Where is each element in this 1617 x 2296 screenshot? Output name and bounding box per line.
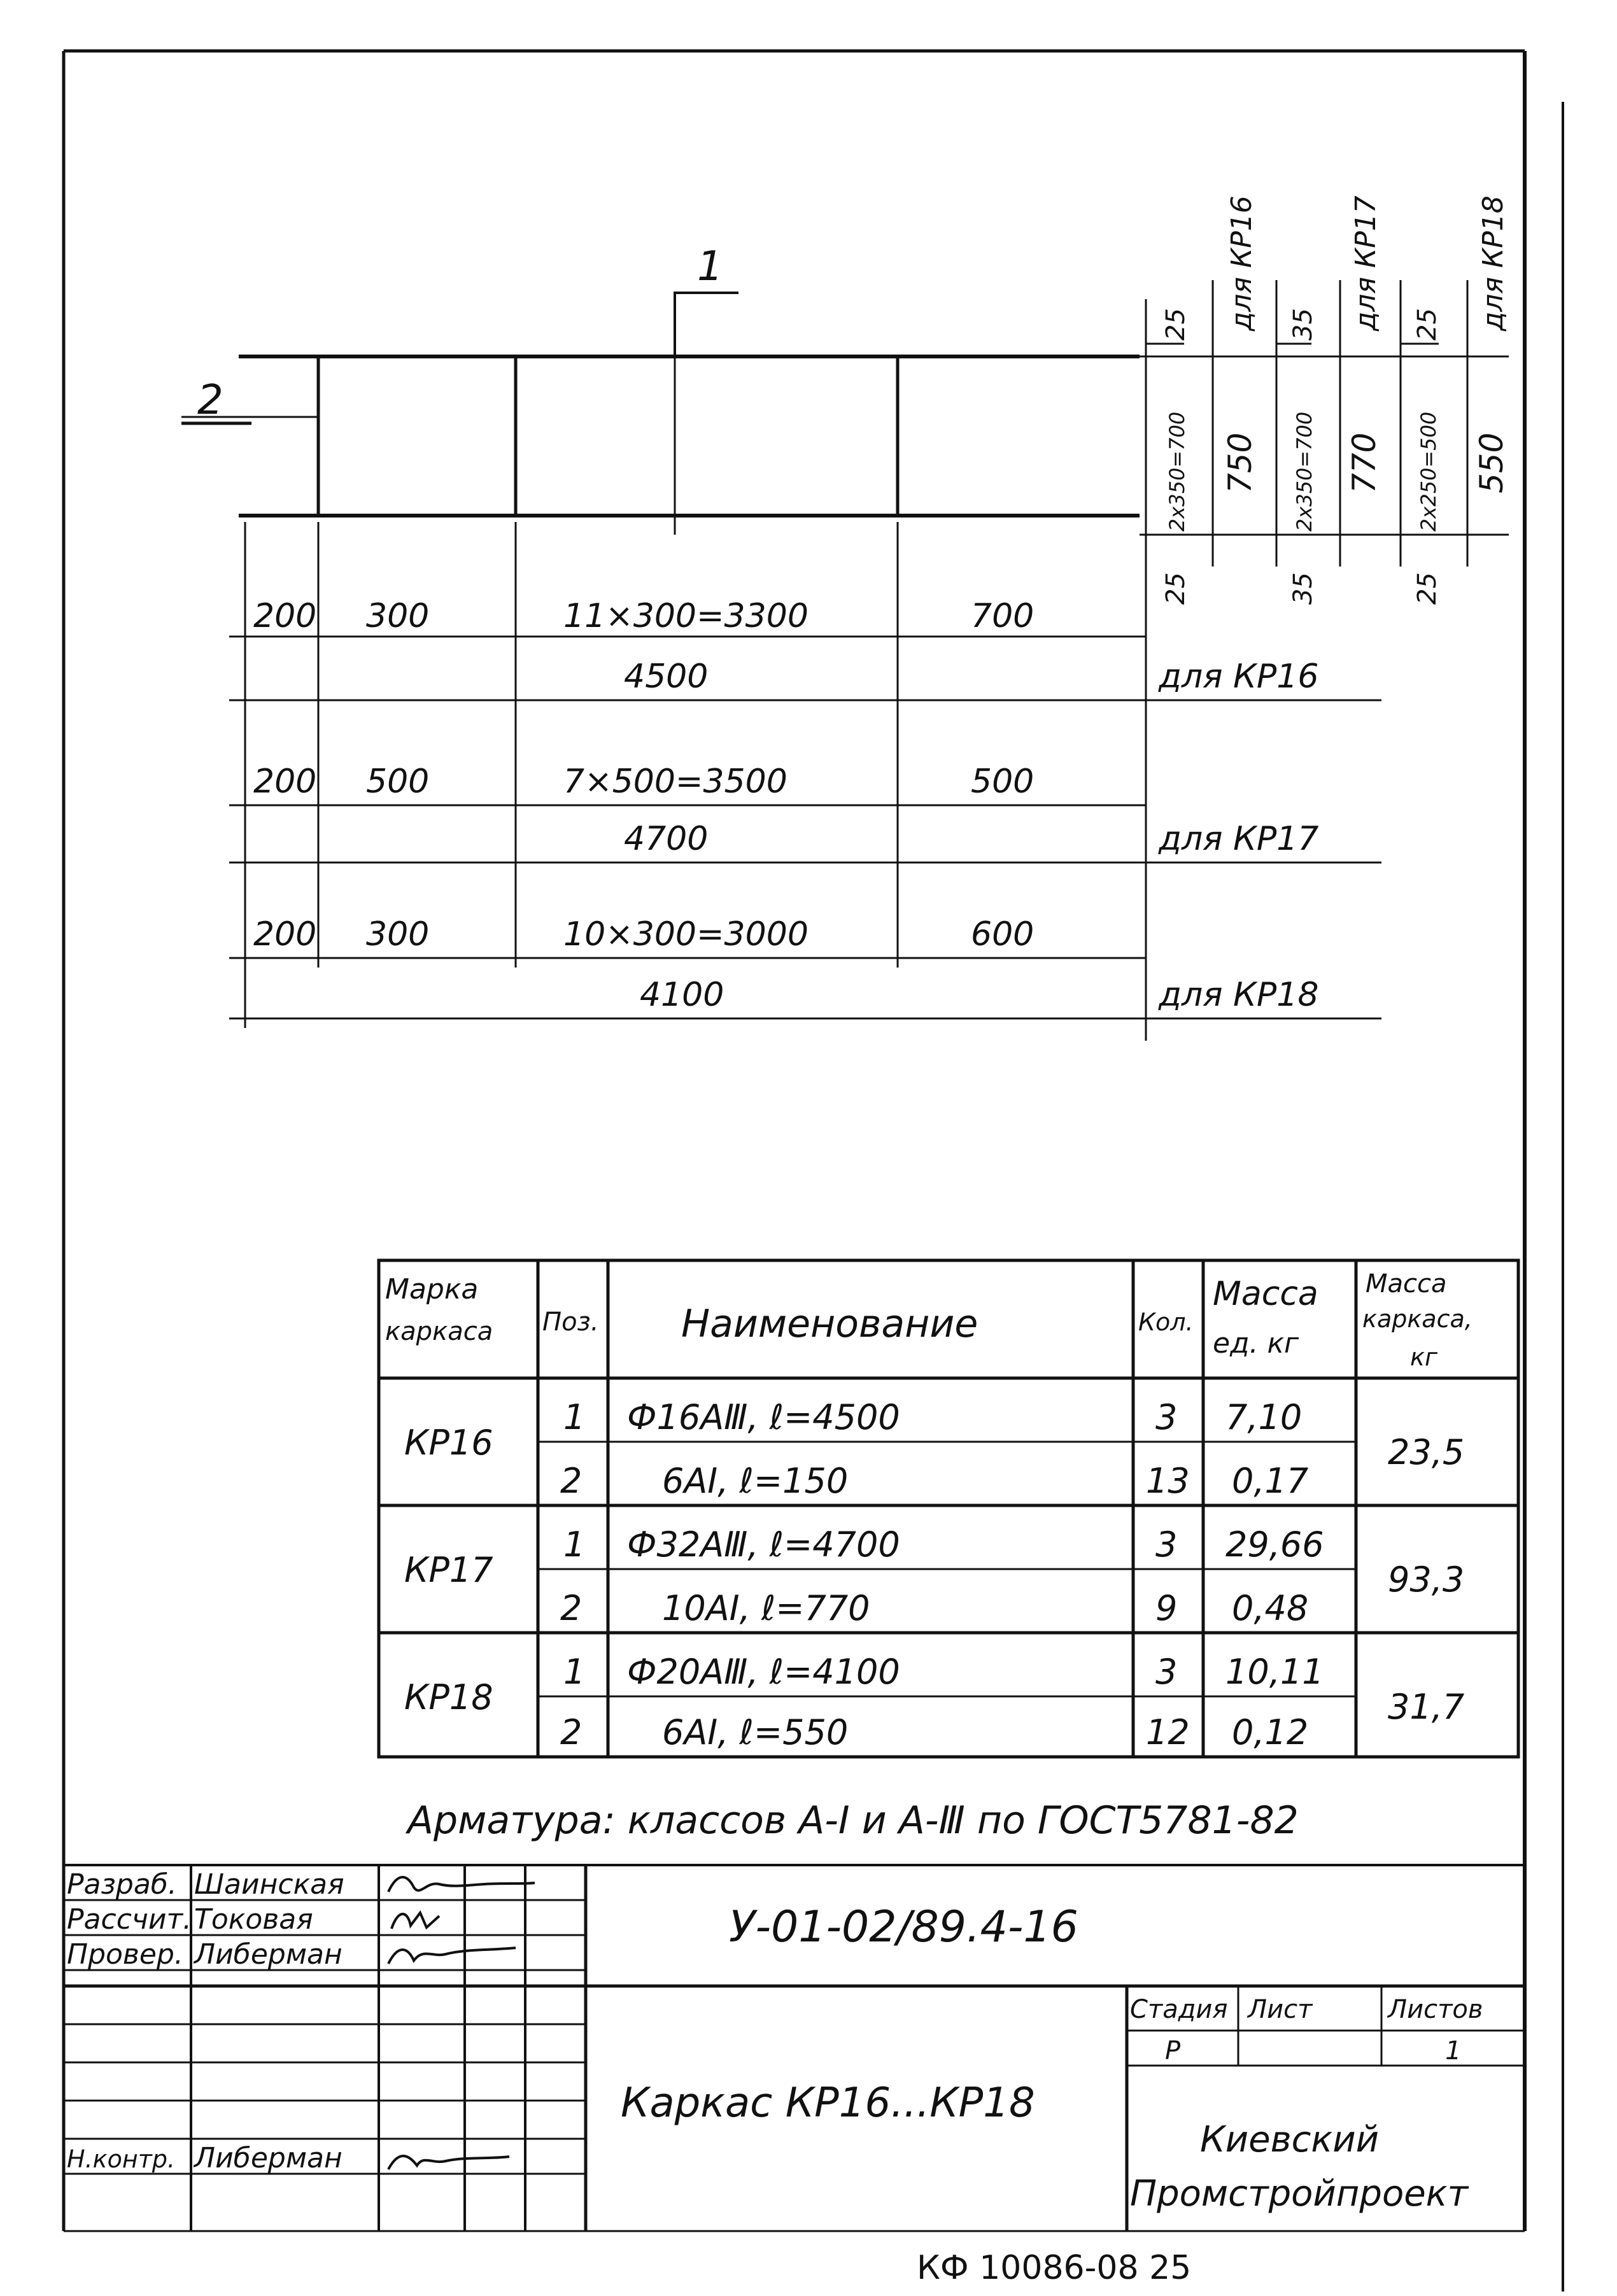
group-frame-mass: 23,5 bbox=[1388, 1432, 1465, 1472]
row-qty: 3 bbox=[1155, 1652, 1178, 1692]
group-frame-mass: 93,3 bbox=[1388, 1560, 1465, 1600]
signature bbox=[388, 1948, 516, 1964]
spec-group-kp17 bbox=[404, 1525, 1464, 1628]
sheets-value: 1 bbox=[1445, 2036, 1462, 2066]
dim-kp18-label: для КР18 bbox=[1477, 195, 1509, 331]
sheet-label: Лист bbox=[1248, 1995, 1313, 2024]
dim-seg: 700 bbox=[971, 597, 1034, 635]
spec-note: Арматура: классов А-Ⅰ и А-Ⅲ по ГОСТ5781-82 bbox=[407, 1798, 1299, 1843]
header-name: Наименование bbox=[681, 1302, 978, 1346]
header-mass-frame-3: кг bbox=[1410, 1343, 1437, 1371]
dim-row-kp18 bbox=[253, 915, 1318, 1014]
header-mark-1: Марка bbox=[385, 1273, 479, 1306]
dim-kp18-top: 25 bbox=[1413, 308, 1442, 341]
footer-archive-number: КФ 10086-08 25 bbox=[917, 2249, 1192, 2287]
dim-seg: 10×300=3000 bbox=[563, 915, 808, 954]
dim-seg: 7×500=3500 bbox=[563, 763, 787, 801]
row-mass: 29,66 bbox=[1225, 1525, 1324, 1565]
dim-kp17-top: 35 bbox=[1289, 308, 1318, 341]
position-mark: 2 bbox=[197, 377, 223, 424]
dim-seg: 500 bbox=[971, 763, 1034, 801]
stage-value: Р bbox=[1165, 2036, 1181, 2066]
role-label: Н.контр. bbox=[67, 2145, 176, 2173]
signature bbox=[388, 2156, 509, 2169]
row-qty: 3 bbox=[1155, 1397, 1178, 1437]
dim-seg: 200 bbox=[253, 597, 317, 635]
dim-seg: 200 bbox=[253, 763, 317, 801]
row-mass: 10,11 bbox=[1225, 1652, 1324, 1692]
dim-seg: 11×300=3300 bbox=[563, 597, 808, 635]
dim-kp16-spacing: 2x350=700 bbox=[1165, 411, 1189, 532]
row-name: Ф16АⅢ, ℓ=4500 bbox=[627, 1397, 900, 1437]
row-name: Ф20АⅢ, ℓ=4100 bbox=[627, 1652, 900, 1692]
dim-kp16-bottom: 25 bbox=[1161, 572, 1190, 605]
dim-kp18-bottom: 25 bbox=[1413, 572, 1442, 605]
dim-total: 4700 bbox=[624, 820, 709, 858]
row-qty: 12 bbox=[1146, 1712, 1190, 1752]
dim-kp16-total: 750 bbox=[1222, 432, 1259, 493]
row-name: 6АⅠ, ℓ=150 bbox=[662, 1461, 849, 1501]
row-qty: 9 bbox=[1155, 1588, 1178, 1628]
section-leader bbox=[675, 293, 738, 356]
row-mass: 0,48 bbox=[1232, 1588, 1309, 1628]
role-name: Токовая bbox=[194, 1903, 313, 1936]
org-name-2: Промстройпроект bbox=[1130, 2173, 1469, 2215]
title-block-roles bbox=[67, 1868, 344, 2174]
row-name: 6АⅠ, ℓ=550 bbox=[662, 1712, 849, 1752]
dim-total: 4500 bbox=[624, 658, 709, 696]
dim-seg: 200 bbox=[253, 915, 317, 954]
doc-code: У-01-02/89.4-16 bbox=[729, 1902, 1078, 1952]
stage-label: Стадия bbox=[1130, 1995, 1228, 2024]
row-mass: 7,10 bbox=[1225, 1397, 1303, 1437]
signature bbox=[392, 1913, 439, 1929]
row-pos: 2 bbox=[560, 1461, 583, 1501]
group-frame-mass: 31,7 bbox=[1388, 1687, 1465, 1727]
frame-elevation bbox=[181, 293, 1140, 535]
role-label: Провер. bbox=[67, 1938, 183, 1971]
dim-seg: 300 bbox=[366, 915, 430, 954]
dim-row-kp16 bbox=[253, 597, 1318, 696]
row-pos: 1 bbox=[563, 1525, 586, 1565]
group-mark: КР16 bbox=[404, 1423, 493, 1463]
role-name: Либерман bbox=[194, 2142, 342, 2174]
dim-label: для КР17 bbox=[1159, 820, 1319, 858]
dim-seg: 300 bbox=[366, 597, 430, 635]
dim-kp17-bottom: 35 bbox=[1289, 572, 1318, 605]
dim-kp16-label: для КР16 bbox=[1225, 195, 1258, 331]
header-mark-2: каркаса bbox=[385, 1317, 493, 1346]
dim-kp18-total: 550 bbox=[1473, 432, 1510, 493]
row-qty: 13 bbox=[1146, 1461, 1190, 1501]
row-name: Ф32АⅢ, ℓ=4700 bbox=[627, 1525, 900, 1565]
drawing-title: Каркас КР16...КР18 bbox=[621, 2080, 1035, 2127]
row-mass: 0,12 bbox=[1232, 1712, 1309, 1752]
role-name: Либерман bbox=[194, 1938, 342, 1971]
row-pos: 2 bbox=[560, 1712, 583, 1752]
dim-total: 4100 bbox=[640, 976, 724, 1014]
header-pos: Поз. bbox=[542, 1307, 599, 1337]
spec-group-kp18 bbox=[404, 1652, 1464, 1752]
header-qty: Кол. bbox=[1138, 1308, 1194, 1336]
dim-kp17-total: 770 bbox=[1346, 432, 1383, 493]
row-pos: 1 bbox=[563, 1397, 586, 1437]
spec-group-kp16 bbox=[404, 1397, 1464, 1501]
dim-kp16-top: 25 bbox=[1161, 308, 1190, 341]
org-name-1: Киевский bbox=[1200, 2119, 1380, 2160]
header-mass-unit-2: ед. кг bbox=[1213, 1327, 1299, 1360]
signature bbox=[388, 1877, 535, 1892]
dim-row-kp17 bbox=[253, 763, 1318, 858]
group-mark: КР17 bbox=[404, 1550, 493, 1590]
role-name: Шаинская bbox=[194, 1868, 344, 1901]
dim-kp17-spacing: 2x350=700 bbox=[1292, 411, 1317, 532]
group-mark: КР18 bbox=[404, 1677, 493, 1717]
role-label: Рассчит. bbox=[67, 1903, 192, 1936]
dim-kp18-spacing: 2x250=500 bbox=[1416, 411, 1441, 532]
row-pos: 2 bbox=[560, 1588, 583, 1628]
dim-label: для КР16 bbox=[1159, 658, 1319, 696]
section-mark: 1 bbox=[697, 243, 723, 290]
row-name: 10АⅠ, ℓ=770 bbox=[662, 1588, 870, 1628]
header-mass-unit-1: Масса bbox=[1213, 1275, 1318, 1313]
dim-label: для КР18 bbox=[1159, 976, 1319, 1014]
header-mass-frame-1: Масса bbox=[1366, 1269, 1447, 1299]
row-mass: 0,17 bbox=[1232, 1461, 1309, 1501]
role-label: Разраб. bbox=[67, 1868, 177, 1901]
signatures bbox=[388, 1877, 535, 2169]
header-mass-frame-2: каркаса, bbox=[1362, 1305, 1472, 1333]
dim-kp17-label: для КР17 bbox=[1350, 195, 1382, 331]
dim-seg: 600 bbox=[971, 915, 1034, 954]
sheets-label: Листов bbox=[1388, 1995, 1483, 2024]
row-qty: 3 bbox=[1155, 1525, 1178, 1565]
row-pos: 1 bbox=[563, 1652, 586, 1692]
dim-seg: 500 bbox=[366, 763, 430, 801]
spec-header bbox=[385, 1269, 1472, 1371]
